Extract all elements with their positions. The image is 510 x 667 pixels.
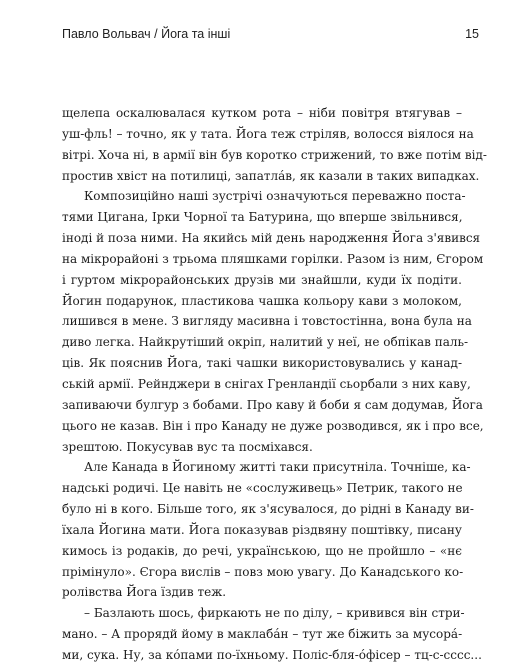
text-line: тями Цигана, Ірки Чорної та Батурина, що вперше звільнився, — [62, 210, 463, 225]
running-header-title: Павло Вольвач / Йога та інші — [62, 27, 231, 41]
text-line: щелепа оскалювалася кутком рота – ніби повітря втягував – — [62, 106, 462, 120]
text-line: ми, сука. Ну, за кóпами по-їхньому. Поліс-бля-óфісер – тц-с-сссс... — [62, 647, 482, 662]
text-line: прімінуло». Єгора вислів – повз мою увагу. До Канадського ко- — [62, 564, 464, 579]
text-line: – Базлають шось, фиркають не по ділу, – кривився він стри- — [84, 606, 465, 621]
text-line: запиваючи булгур з бобами. Про каву й боби я сам додумав, Йога — [62, 397, 483, 412]
text-line: ролівства Йога їздив теж. — [62, 585, 227, 600]
text-line: лишився в мене. З вигляду масивна і товстостінна, вона була на — [62, 314, 472, 329]
text-line: уш-фль! – точно, як у тата. Йога теж стріляв, волосся віялося на — [62, 126, 474, 141]
text-line: їхала Йогина мати. Йога показував різдвяну поштівку, писану — [62, 522, 462, 537]
text-line: мано. – А прорядй йому в маклабáн – тут же біжить за мусорá- — [62, 627, 463, 642]
text-line: і гуртом мікрорайонських друзів ми знайшли, куди їх подіти. — [62, 272, 462, 287]
text-line: на мікрорайоні з трьома пляшками горілки. Разом із ним, Єгором — [62, 251, 484, 266]
text-line: кимось із родаків, до речі, українською, що не пройшло – «нє — [62, 543, 462, 558]
text-line: Йогин подарунок, пластикова чашка кольору кави з молоком, — [62, 293, 462, 308]
text-line: зрештою. Покусував вус та посміхався. — [62, 439, 313, 454]
text-line: було ні в кого. Більше того, як з'ясувалося, до рідні в Канаду ви- — [62, 502, 474, 517]
text-line: простив хвіст на потилиці, запатлáв, як казали в таких випадках. — [62, 168, 480, 183]
running-header — [62, 27, 479, 43]
text-line: надські родичі. Це навіть не «сослуживець» Петрик, такого не — [62, 481, 463, 496]
text-line: ській армії. Рейнджери в снігах Гренландії сьорбали з них каву, — [62, 376, 471, 391]
text-line: Композиційно наші зустрічі означуються переважно поста- — [84, 189, 466, 204]
text-line: вітрі. Хоча ні, в армії він був коротко стрижений, то вже потім від- — [62, 147, 487, 162]
body-text — [62, 103, 487, 666]
text-line: ців. Як пояснив Йога, такі чашки використовувались у канад- — [62, 356, 462, 371]
text-line: цього не казав. Він і про Канаду не дуже розводився, як і про все, — [62, 418, 484, 433]
text-line: іноді й поза ними. На якийсь мій день народження Йога з'явився — [62, 231, 481, 246]
page-number: 15 — [465, 27, 479, 41]
text-line: Але Канада в Йогиному житті таки присутніла. Точніше, ка- — [84, 460, 471, 475]
text-line: диво легка. Найкрутіший окріп, налитий у неї, не обпікав паль- — [62, 335, 469, 350]
